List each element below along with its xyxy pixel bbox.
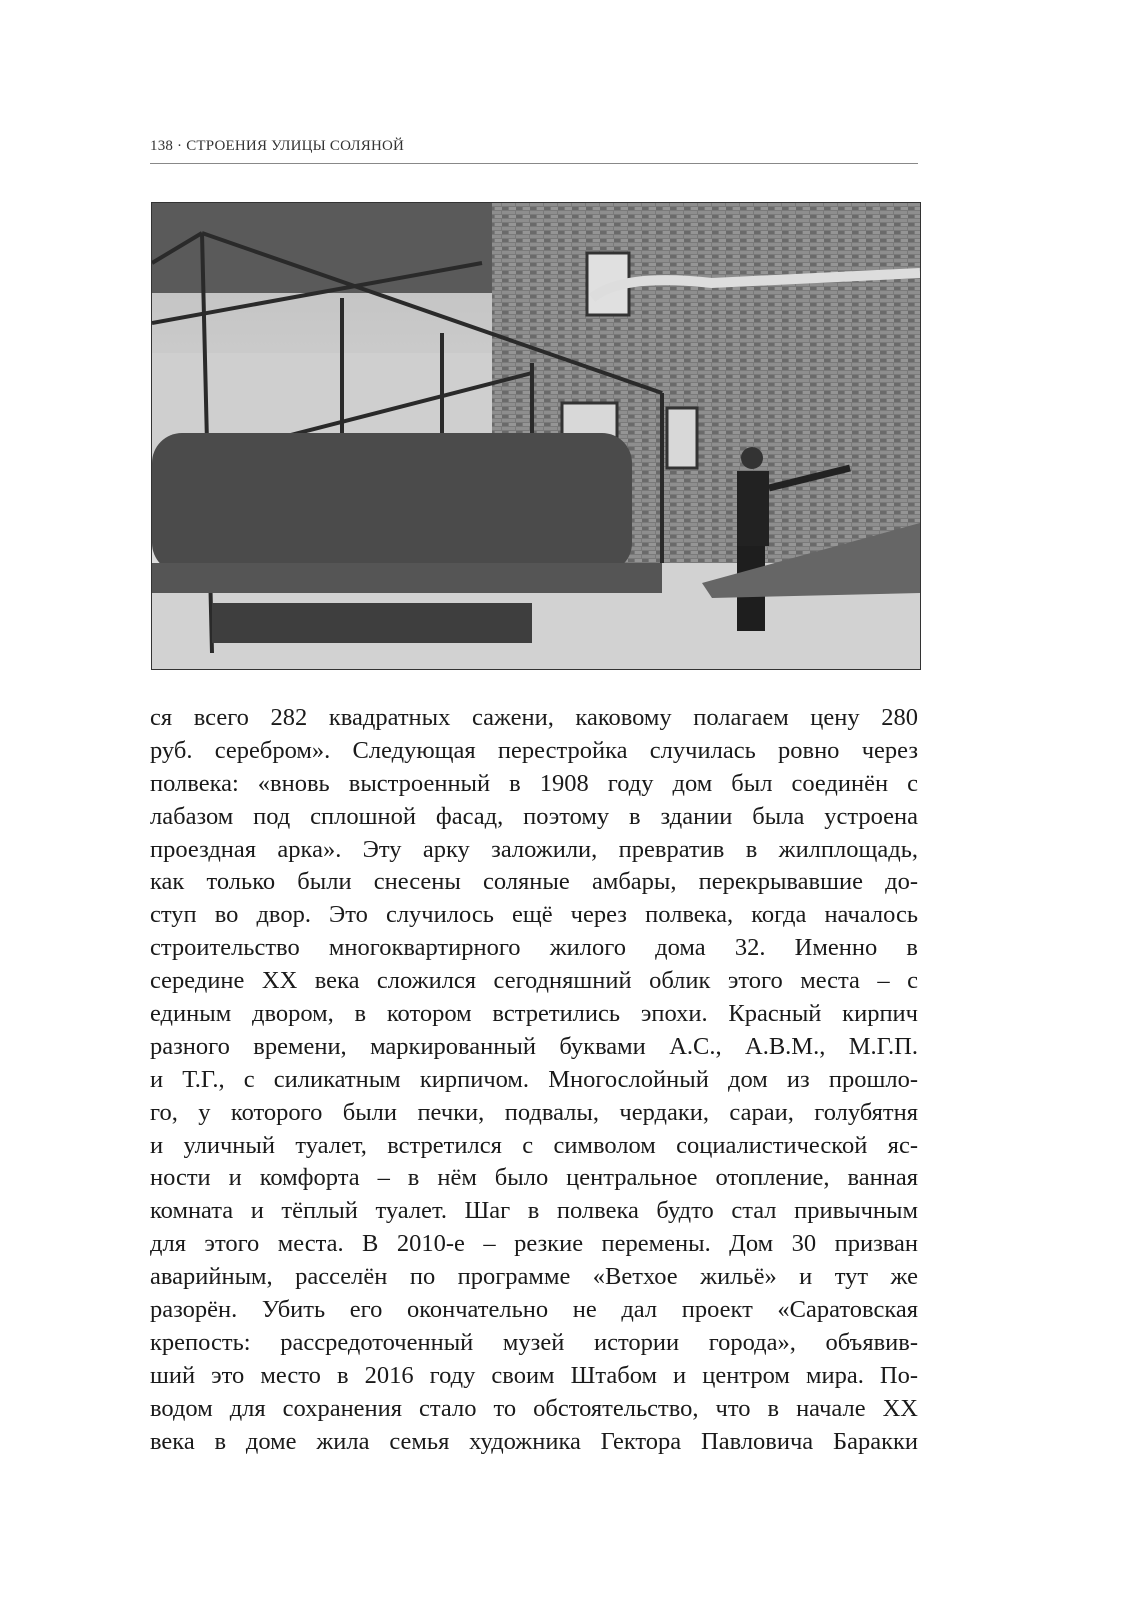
text-line: разорён. Убить его окончательно не дал проект «Саратовская <box>150 1296 918 1324</box>
text-line: руб. серебром». Следующая перестройка случилась ровно через <box>150 736 918 764</box>
text-line: полвека: «вновь выстроенный в 1908 году дом был соединён с <box>150 769 918 797</box>
text-line: строительство многоквартирного жилого дома 32. Именно в <box>150 934 918 962</box>
text-line: ший это место в 2016 году своим Штабом и центром мира. По- <box>150 1361 918 1389</box>
text-line: разного времени, маркированный буквами А.С., А.В.М., М.Г.П. <box>150 1032 918 1060</box>
text-line: аварийным, расселён по программе «Ветхое жильё» и тут же <box>150 1263 918 1291</box>
photograph <box>151 202 921 670</box>
text-line: ся всего 282 квадратных сажени, каковому полагаем цену 280 <box>150 704 918 731</box>
text-line: середине XX века сложился сегодняшний облик этого места – с <box>150 967 918 995</box>
body-text <box>150 702 918 1458</box>
text-line: ступ во двор. Это случилось ещё через полвека, когда началось <box>150 901 918 929</box>
text-line: как только были снесены соляные амбары, перекрывавшие до- <box>150 868 918 896</box>
text-line: и Т.Г., с силикатным кирпичом. Многослойный дом из прошло- <box>150 1065 918 1093</box>
text-line: века в доме жила семья художника Гектора Павловича Баракки <box>150 1427 918 1455</box>
text-line: для этого места. В 2010-е – резкие перемены. Дом 30 призван <box>150 1230 918 1258</box>
text-line: лабазом под сплошной фасад, поэтому в здании была устроена <box>150 802 918 830</box>
text-line: го, у которого были печки, подвалы, чердаки, сараи, голубятня <box>150 1098 918 1126</box>
text-line: и уличный туалет, встретился с символом социалистической яс- <box>150 1131 918 1159</box>
text-line: водом для сохранения стало то обстоятельство, что в начале XX <box>150 1394 918 1422</box>
text-line: ности и комфорта – в нём было центральное отопление, ванная <box>150 1164 918 1192</box>
running-header: 138 · СТРОЕНИЯ УЛИЦЫ СОЛЯНОЙ <box>150 138 405 154</box>
header-rule <box>150 163 918 164</box>
text-line: проездная арка». Эту арку заложили, превратив в жилплощадь, <box>150 835 918 863</box>
text-line: комната и тёплый туалет. Шаг в полвека будто стал привычным <box>150 1197 918 1225</box>
text-line: крепость: рассредоточенный музей истории города», объявив- <box>150 1328 918 1356</box>
photo-illustration <box>152 203 920 669</box>
text-line: единым двором, в котором встретились эпохи. Красный кирпич <box>150 1000 918 1028</box>
